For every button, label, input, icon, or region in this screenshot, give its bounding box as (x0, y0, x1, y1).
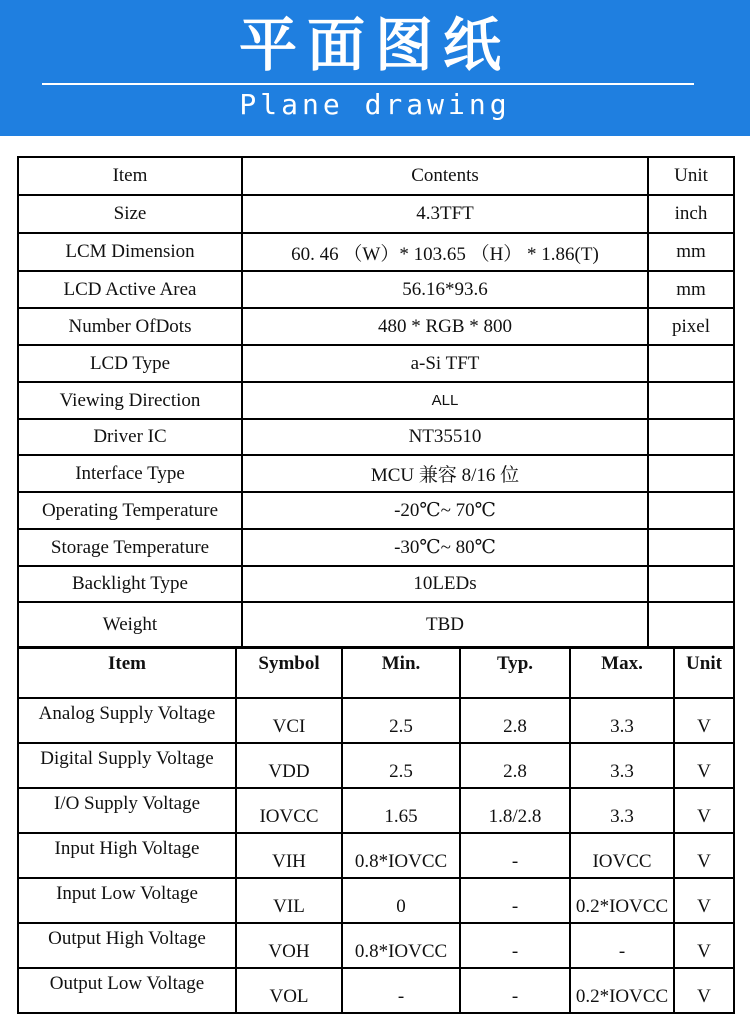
table-row (18, 602, 734, 647)
title-divider (42, 83, 694, 85)
row-max: 3.3 (570, 788, 674, 833)
spec-table (17, 156, 735, 648)
row-item: Output Low Voltage (18, 968, 236, 1013)
row-contents: 10LEDs (242, 566, 648, 602)
row-max: 3.3 (570, 743, 674, 788)
table-row (18, 878, 734, 923)
row-typ: - (460, 923, 570, 968)
row-typ: 2.8 (460, 698, 570, 743)
row-item: LCD Type (18, 345, 242, 382)
row-contents: -20℃~ 70℃ (242, 492, 648, 529)
table-row (18, 698, 734, 743)
row-min: 1.65 (342, 788, 460, 833)
table-row (18, 419, 734, 455)
electrical-characteristics-table (17, 647, 735, 1014)
row-item: Output High Voltage (18, 923, 236, 968)
row-unit: V (674, 968, 734, 1013)
table-row (18, 566, 734, 602)
header-item: Item (18, 648, 236, 698)
row-unit (648, 602, 734, 647)
row-unit (648, 419, 734, 455)
table-row (18, 743, 734, 788)
row-max: 0.2*IOVCC (570, 968, 674, 1013)
row-item: I/O Supply Voltage (18, 788, 236, 833)
row-unit: mm (648, 233, 734, 271)
row-contents: 60. 46 （W）* 103.65 （H） * 1.86(T) (242, 233, 648, 271)
row-symbol: VOH (236, 923, 342, 968)
table-row (18, 968, 734, 1013)
row-typ: - (460, 833, 570, 878)
row-typ: - (460, 968, 570, 1013)
row-min: 2.5 (342, 743, 460, 788)
row-symbol: VOL (236, 968, 342, 1013)
table-row (18, 382, 734, 419)
row-unit: inch (648, 195, 734, 233)
row-symbol: VDD (236, 743, 342, 788)
row-item: Digital Supply Voltage (18, 743, 236, 788)
table-row (18, 345, 734, 382)
row-min: 2.5 (342, 698, 460, 743)
table-row (18, 788, 734, 833)
row-contents: -30℃~ 80℃ (242, 529, 648, 566)
table-row (18, 529, 734, 566)
row-item: Analog Supply Voltage (18, 698, 236, 743)
header-contents: Contents (242, 157, 648, 195)
row-unit (648, 492, 734, 529)
row-unit: mm (648, 271, 734, 308)
table-header-row (18, 648, 734, 698)
row-item: Weight (18, 602, 242, 647)
table-row (18, 833, 734, 878)
row-typ: - (460, 878, 570, 923)
row-contents: 480 * RGB * 800 (242, 308, 648, 345)
table-row (18, 233, 734, 271)
row-unit (648, 455, 734, 492)
row-unit (648, 529, 734, 566)
row-item: Driver IC (18, 419, 242, 455)
row-unit: V (674, 788, 734, 833)
row-contents: TBD (242, 602, 648, 647)
table-row (18, 308, 734, 345)
row-unit: V (674, 743, 734, 788)
row-symbol: VIH (236, 833, 342, 878)
row-item: Size (18, 195, 242, 233)
row-max: 3.3 (570, 698, 674, 743)
page-subtitle: Plane drawing (239, 88, 511, 121)
table-row (18, 923, 734, 968)
row-contents: ALL (242, 382, 648, 419)
row-unit: pixel (648, 308, 734, 345)
row-symbol: IOVCC (236, 788, 342, 833)
header-unit: Unit (674, 648, 734, 698)
table-row (18, 492, 734, 529)
row-contents: NT35510 (242, 419, 648, 455)
row-item: Number OfDots (18, 308, 242, 345)
header-banner (0, 0, 750, 136)
row-typ: 2.8 (460, 743, 570, 788)
page-title: 平面图纸 (238, 11, 511, 79)
row-max: 0.2*IOVCC (570, 878, 674, 923)
row-unit: V (674, 698, 734, 743)
row-typ: 1.8/2.8 (460, 788, 570, 833)
row-item: Storage Temperature (18, 529, 242, 566)
row-unit: V (674, 833, 734, 878)
row-max: - (570, 923, 674, 968)
row-min: 0.8*IOVCC (342, 923, 460, 968)
row-item: Backlight Type (18, 566, 242, 602)
row-item: Viewing Direction (18, 382, 242, 419)
row-unit: V (674, 878, 734, 923)
header-min: Min. (342, 648, 460, 698)
row-item: Interface Type (18, 455, 242, 492)
header-max: Max. (570, 648, 674, 698)
row-min: 0 (342, 878, 460, 923)
header-typ: Typ. (460, 648, 570, 698)
row-item: LCM Dimension (18, 233, 242, 271)
row-contents: 4.3TFT (242, 195, 648, 233)
header-unit: Unit (648, 157, 734, 195)
row-symbol: VIL (236, 878, 342, 923)
row-min: 0.8*IOVCC (342, 833, 460, 878)
table-header-row (18, 157, 734, 195)
table-row (18, 271, 734, 308)
row-unit (648, 345, 734, 382)
table-row (18, 195, 734, 233)
row-min: - (342, 968, 460, 1013)
row-max: IOVCC (570, 833, 674, 878)
row-item: Input High Voltage (18, 833, 236, 878)
row-contents: 56.16*93.6 (242, 271, 648, 308)
row-unit: V (674, 923, 734, 968)
table-row (18, 455, 734, 492)
header-symbol: Symbol (236, 648, 342, 698)
row-contents: MCU 兼容 8/16 位 (242, 455, 648, 492)
row-symbol: VCI (236, 698, 342, 743)
header-item: Item (18, 157, 242, 195)
row-unit (648, 382, 734, 419)
row-item: LCD Active Area (18, 271, 242, 308)
row-contents: a-Si TFT (242, 345, 648, 382)
row-item: Operating Temperature (18, 492, 242, 529)
row-item: Input Low Voltage (18, 878, 236, 923)
row-unit (648, 566, 734, 602)
